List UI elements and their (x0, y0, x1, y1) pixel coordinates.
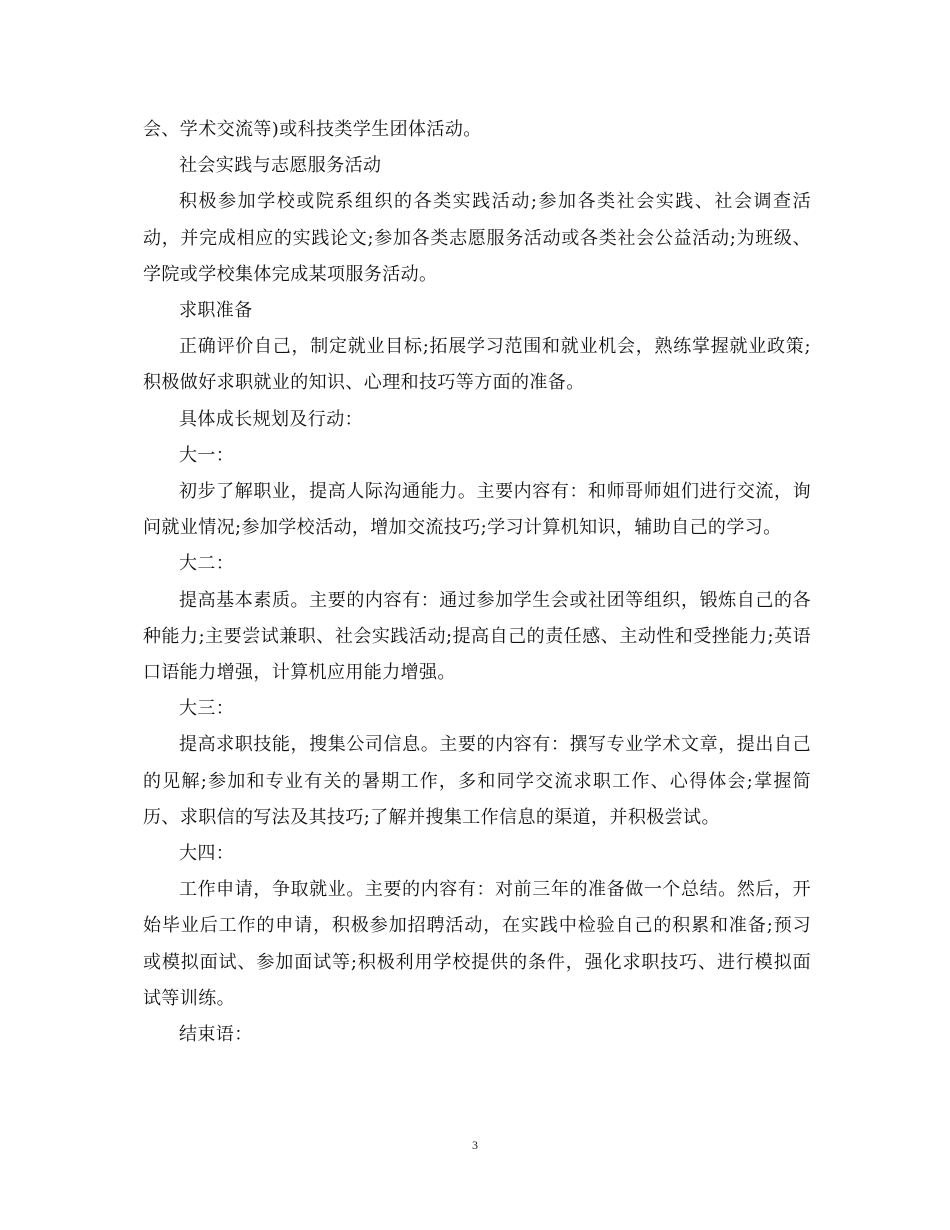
document-body (143, 112, 811, 1053)
paragraph-continuation: 会、学术交流等)或科技类学生团体活动。 (143, 119, 482, 140)
paragraph-social-practice: 积极参加学校或院系组织的各类实践活动;参加各类社会实践、社会调查活动，并完成相应的实践论文;参加各类志愿服务活动或各类社会公益活动;为班级、学院或学校集体完成某项服务活动。 (143, 191, 811, 285)
paragraph-job-preparation: 正确评价自己，制定就业目标;拓展学习范围和就业机会，熟练掌握就业政策;积极做好求职就业的知识、心理和技巧等方面的准备。 (143, 336, 811, 394)
heading-job-preparation: 求职准备 (179, 300, 253, 322)
paragraph-year-two: 提高基本素质。主要的内容有：通过参加学生会或社团等组织，锻炼自己的各种能力;主要尝试兼职、社会实践活动;提高自己的责任感、主动性和受挫能力;英语口语能力增强，计算机应用能力增强。 (143, 589, 811, 684)
page-number: 3 (472, 1138, 478, 1152)
paragraph-year-three: 提高求职技能，搜集公司信息。主要的内容有：撰写专业学术文章，提出自己的见解;参加和专业有关的暑期工作，多和同学交流求职工作、心得体会;掌握简历、求职信的写法及其技巧;了解并搜集工作信息的渠道，并积极尝试。 (143, 734, 811, 828)
heading-year-three: 大三： (179, 698, 235, 720)
paragraph-year-four: 工作申请，争取就业。主要的内容有：对前三年的准备做一个总结。然后，开始毕业后工作的申请，积极参加招聘活动，在实践中检验自己的积累和准备;预习或模拟面试、参加面试等;积极利用学校提供的条件，强化求职技巧、进行模拟面试等训练。 (143, 879, 811, 1009)
heading-social-practice: 社会实践与志愿服务活动 (179, 155, 382, 177)
heading-conclusion: 结束语： (179, 1024, 253, 1046)
paragraph-year-one: 初步了解职业，提高人际沟通能力。主要内容有：和师哥师姐们进行交流，询问就业情况;参加学校活动，增加交流技巧;学习计算机知识，辅助自己的学习。 (143, 481, 811, 539)
heading-year-four: 大四： (179, 843, 235, 865)
heading-growth-plan: 具体成长规划及行动： (179, 408, 363, 430)
heading-year-two: 大二： (179, 553, 235, 575)
heading-year-one: 大一： (179, 444, 235, 466)
